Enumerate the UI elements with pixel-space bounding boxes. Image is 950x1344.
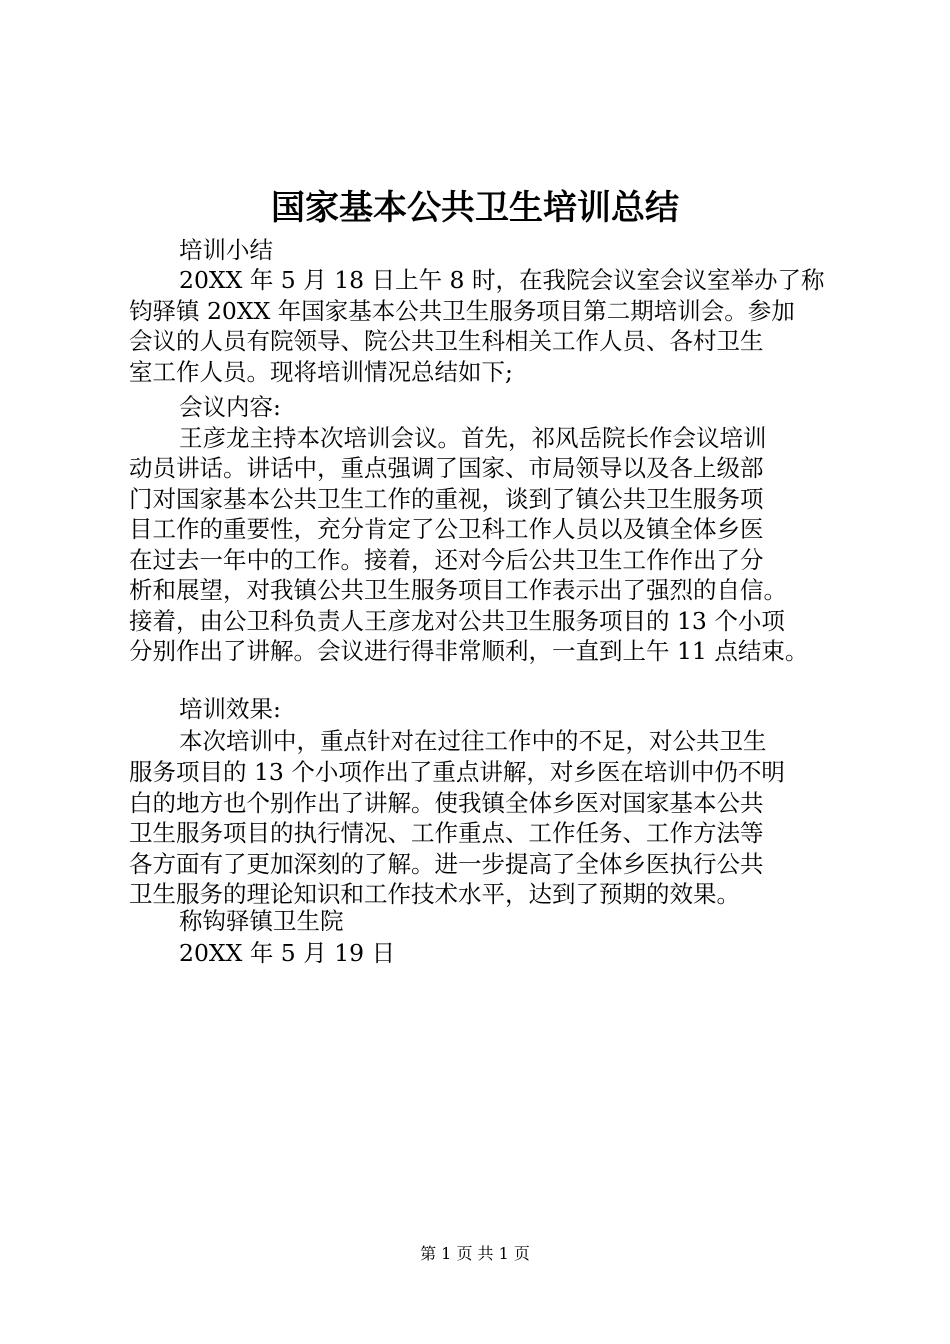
body-line: 20XX 年 5 月 18 日上午 8 时，在我院会议室会议室举办了称 bbox=[179, 266, 825, 294]
body-line: 在过去一年中的工作。接着，还对今后公共卫生工作作出了分 bbox=[129, 546, 764, 574]
body-line: 会议的人员有院领导、院公共卫生科相关工作人员、各村卫生 bbox=[129, 327, 764, 355]
body-line: 动员讲话。讲话中，重点强调了国家、市局领导以及各上级部 bbox=[129, 454, 764, 482]
body-line: 白的地方也个别作出了讲解。使我镇全体乡医对国家基本公共 bbox=[129, 789, 764, 817]
body-line: 服务项目的 13 个小项作出了重点讲解，对乡医在培训中仍不明 bbox=[129, 758, 785, 786]
body-line: 析和展望，对我镇公共卫生服务项目工作表示出了强烈的自信。 bbox=[129, 576, 787, 604]
body-line: 本次培训中，重点针对在过往工作中的不足，对公共卫生 bbox=[179, 727, 767, 755]
body-line: 卫生服务的理论知识和工作技术水平，达到了预期的效果。 bbox=[129, 880, 740, 908]
section-heading-content: 会议内容: bbox=[179, 393, 281, 421]
body-line: 卫生服务项目的执行情况、工作重点、工作任务、工作方法等 bbox=[129, 819, 764, 847]
document-title: 国家基本公共卫生培训总结 bbox=[271, 188, 679, 228]
signature-date: 20XX 年 5 月 19 日 bbox=[179, 939, 396, 967]
body-line: 目工作的重要性，充分肯定了公卫科工作人员以及镇全体乡医 bbox=[129, 515, 764, 543]
body-line: 室工作人员。现将培训情况总结如下; bbox=[129, 358, 513, 386]
body-line: 王彦龙主持本次培训会议。首先，祁风岳院长作会议培训 bbox=[179, 424, 767, 452]
body-line: 各方面有了更加深刻的了解。进一步提高了全体乡医执行公共 bbox=[129, 850, 764, 878]
section-heading-summary: 培训小结 bbox=[179, 236, 273, 264]
page-number: 第 1 页 共 1 页 bbox=[420, 1244, 530, 1263]
body-line: 接着，由公卫科负责人王彦龙对公共卫生服务项目的 13 个小项 bbox=[129, 607, 785, 635]
signature-organization: 称钩驿镇卫生院 bbox=[179, 907, 344, 935]
body-line: 分别作出了讲解。会议进行得非常顺利，一直到上午 11 点结束。 bbox=[129, 637, 809, 665]
section-heading-effect: 培训效果: bbox=[179, 695, 281, 723]
body-line: 钧驿镇 20XX 年国家基本公共卫生服务项目第二期培训会。参加 bbox=[129, 297, 795, 325]
body-line: 门对国家基本公共卫生工作的重视，谈到了镇公共卫生服务项 bbox=[129, 485, 764, 513]
